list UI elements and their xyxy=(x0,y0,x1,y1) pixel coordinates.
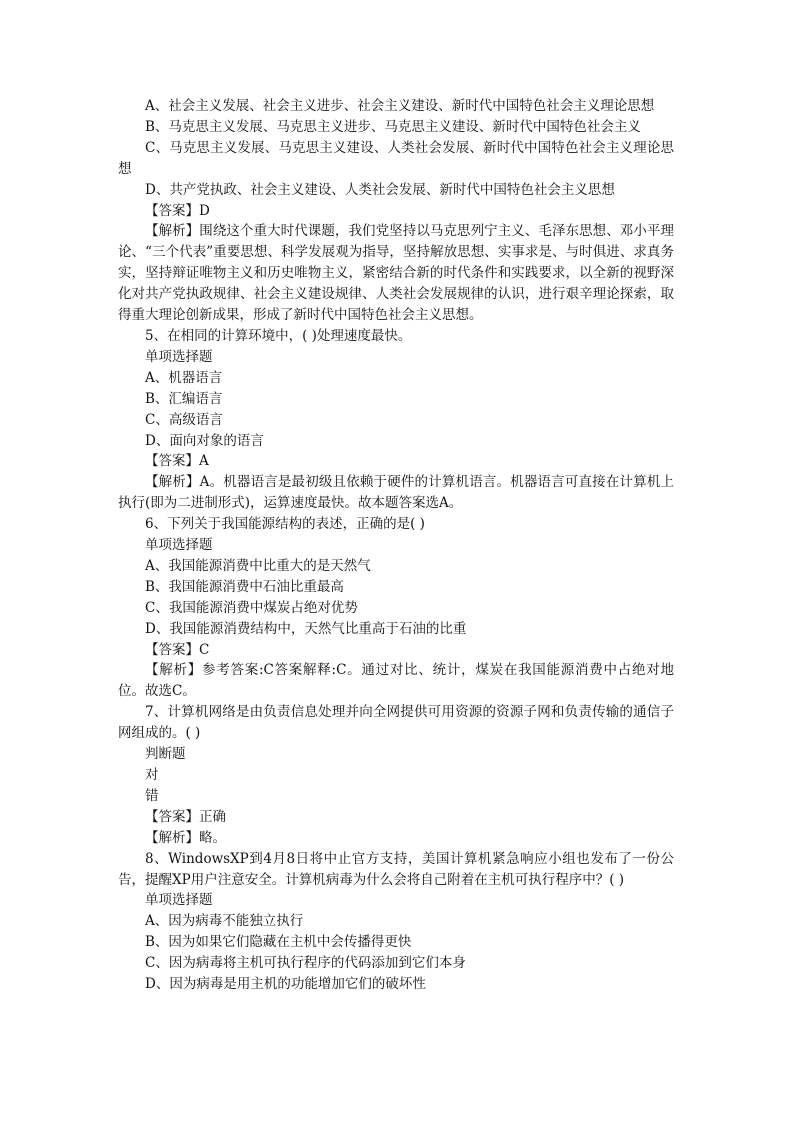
answer-q4: 【答案】D xyxy=(145,202,210,219)
question-type-q8: 单项选择题 xyxy=(145,892,213,909)
question-8: 8、WindowsXP到4月8日将中止官方支持，美国计算机紧急响应小组也发布了一份公告，提醒XP用户注意安全。计算机病毒为什么会将自己附着在主机可执行程序中？( ) xyxy=(118,850,674,888)
question-type-q5: 单项选择题 xyxy=(145,348,213,365)
option-b-q5: B、汇编语言 xyxy=(145,390,223,407)
document-body xyxy=(118,96,674,995)
explanation-q4: 【解析】围绕这个重大时代课题，我们党坚持以马克思列宁主义、毛泽东思想、邓小平理论、“三个代表”重要思想、科学发展观为指导，坚持解放思想、实事求是、与时俱进、求真务实，坚持辩证唯物主义和历史唯物主义，紧密结合新的时代条件和实践要求，以全新的视野深化对共产党执政规律、社会主义建设规律、人类社会发展规律的认识，进行艰辛理论探索，取得重大理论创新成果，形成了新时代中国特色社会主义思想。 xyxy=(118,223,674,324)
option-a-q8: A、因为病毒不能独立执行 xyxy=(145,913,304,930)
option-true-q7: 对 xyxy=(145,767,159,783)
option-b-q4: B、马克思主义发展、马克思主义进步、马克思主义建设、新时代中国特色社会主义 xyxy=(145,118,641,135)
option-b-q8: B、因为如果它们隐藏在主机中会传播得更快 xyxy=(145,934,412,951)
question-7: 7、计算机网络是由负责信息处理并向全网提供可用资源的资源子网和负责传输的通信子网组成的。( ) xyxy=(118,704,674,742)
option-d-q5: D、面向对象的语言 xyxy=(145,432,264,449)
option-d-q6: D、我国能源消费结构中，天然气比重高于石油的比重 xyxy=(145,620,467,637)
explanation-q6: 【解析】参考答案:C答案解释:C。通过对比、统计，煤炭在我国能源消费中占绝对地位。故选C。 xyxy=(118,662,674,700)
option-false-q7: 错 xyxy=(145,787,159,804)
option-a-q4: A、社会主义发展、社会主义进步、社会主义建设、新时代中国特色社会主义理论思想 xyxy=(145,98,655,114)
option-c-q4: C、马克思主义发展、马克思主义建设、人类社会发展、新时代中国特色社会主义理论思想 xyxy=(118,139,674,177)
option-a-q5: A、机器语言 xyxy=(145,369,223,386)
option-c-q6: C、我国能源消费中煤炭占绝对优势 xyxy=(145,599,358,616)
option-d-q8: D、因为病毒是用主机的功能增加它们的破坏性 xyxy=(145,976,426,993)
answer-q6: 【答案】C xyxy=(145,641,210,658)
question-type-q7: 判断题 xyxy=(145,746,186,763)
option-c-q5: C、高级语言 xyxy=(145,411,223,428)
question-type-q6: 单项选择题 xyxy=(145,537,213,554)
question-6: 6、下列关于我国能源结构的表述，正确的是( ) xyxy=(145,516,425,533)
option-d-q4: D、共产党执政、社会主义建设、人类社会发展、新时代中国特色社会主义思想 xyxy=(145,181,615,198)
option-b-q6: B、我国能源消费中石油比重最高 xyxy=(145,578,344,595)
explanation-q7: 【解析】略。 xyxy=(145,829,226,846)
option-c-q8: C、因为病毒将主机可执行程序的代码添加到它们本身 xyxy=(145,955,466,972)
answer-q5: 【答案】A xyxy=(145,453,209,470)
option-a-q6: A、我国能源消费中比重大的是天然气 xyxy=(145,557,371,574)
answer-q7: 【答案】正确 xyxy=(145,808,226,825)
question-5: 5、在相同的计算环境中，( )处理速度最快。 xyxy=(145,327,412,344)
explanation-q5: 【解析】A。机器语言是最初级且依赖于硬件的计算机语言。机器语言可直接在计算机上执行(即为二进制形式)，运算速度最快。故本题答案选A。 xyxy=(118,474,674,512)
